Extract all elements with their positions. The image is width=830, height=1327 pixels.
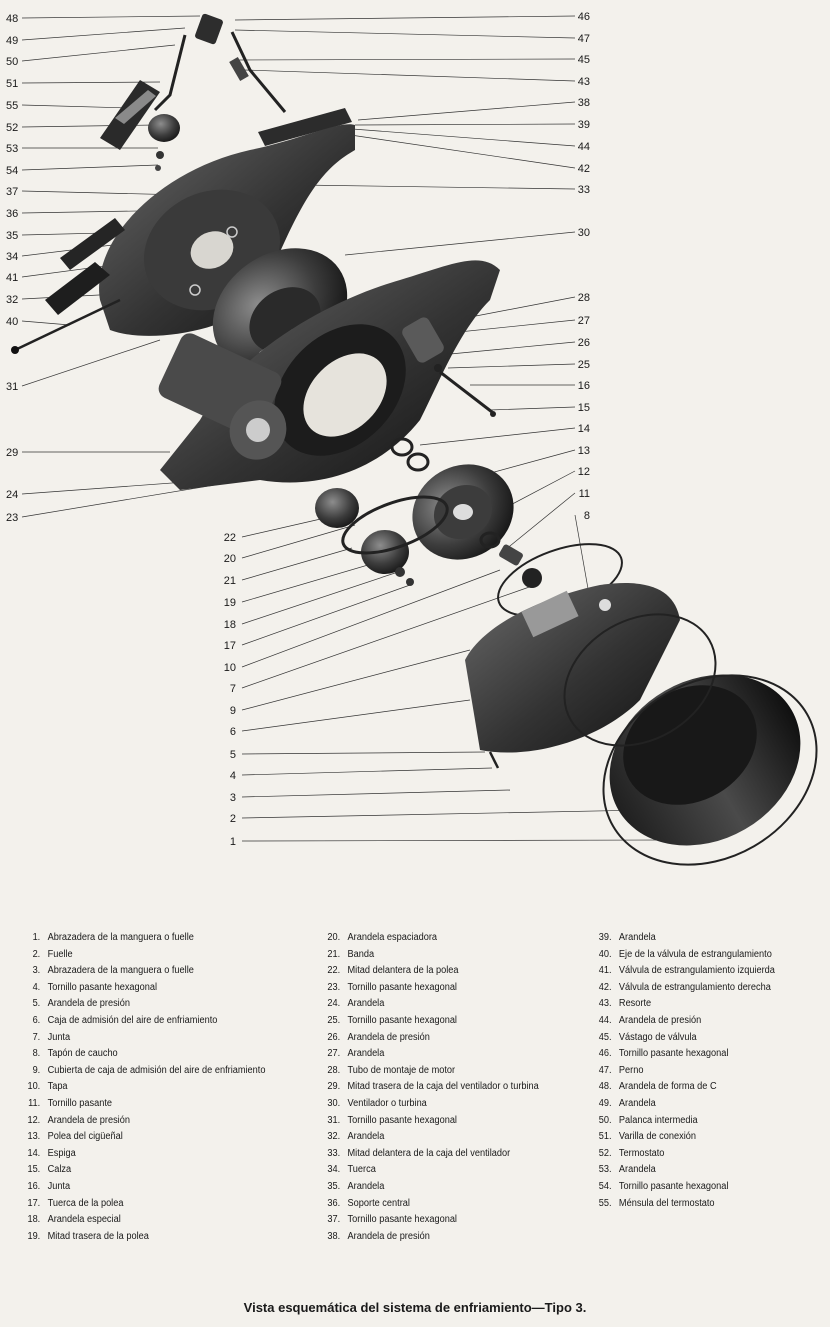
callout-label-34: 34 [6,251,19,263]
leader-line [490,407,575,410]
callout-label-12: 12 [577,466,590,478]
legend-item-text: Calza [47,1164,72,1176]
legend-item [316,980,539,997]
legend-item-text: Mitad trasera de la caja del ventilador o turbina [347,1081,539,1093]
leader-line [22,28,185,40]
legend-item-number: 28. [327,1064,341,1076]
legend-item [588,930,775,947]
callout-label-30: 30 [577,227,590,239]
callout-label-19: 19 [223,597,236,609]
callout-label-47: 47 [577,33,590,45]
legend-item-number: 31. [327,1114,341,1126]
legend-item-number: 53. [598,1164,612,1176]
legend-item-number: 5. [32,998,41,1010]
legend-item [316,1129,539,1146]
legend-item-text: Tornillo pasante hexagonal [347,1214,457,1226]
legend-item-number: 10. [27,1081,41,1093]
legend-item-text: Tubo de montaje de motor [347,1064,456,1076]
legend-item [316,1162,539,1179]
leader-line [235,16,575,20]
callout-label-6: 6 [229,726,236,738]
callout-label-55: 55 [6,100,19,112]
callout-label-22: 22 [223,532,236,544]
legend-item [20,1046,265,1063]
legend-item-number: 54. [598,1180,612,1192]
legend-item-number: 41. [598,965,612,977]
callout-label-27: 27 [577,315,590,327]
callout-label-16: 16 [577,380,590,392]
legend-item-number: 9. [32,1064,41,1076]
callout-label-18: 18 [223,619,236,631]
callout-label-20: 20 [223,553,236,565]
legend-item-number: 22. [327,965,341,977]
legend-item-number: 35. [327,1180,341,1192]
legend-item-number: 18. [27,1214,41,1226]
callout-label-41: 41 [6,272,19,284]
legend-item-text: Arandela [618,1164,656,1176]
legend-item-number: 14. [27,1147,41,1159]
legend-item-number: 1. [32,932,41,943]
legend-item [20,980,265,997]
callout-labels-center [224,532,236,848]
legend-item-number: 2. [32,948,41,960]
legend-item-text: Junta [47,1180,71,1192]
legend-item [316,1146,539,1163]
legend-item [20,1196,265,1213]
callout-label-7: 7 [229,683,236,695]
leader-line [242,585,410,645]
callout-label-33: 33 [577,184,590,196]
callout-label-26: 26 [577,337,590,349]
callout-label-10: 10 [223,662,236,674]
legend-item-text: Perno [618,1064,644,1076]
legend-item-number: 21. [327,948,341,960]
callout-label-8: 8 [583,510,590,522]
legend-item [588,1129,775,1146]
legend-item-text: Termostato [618,1147,665,1159]
callout-label-13: 13 [577,445,590,457]
legend-item-number: 33. [327,1147,341,1159]
leader-line [242,548,352,580]
callout-label-35: 35 [6,230,19,242]
leader-line [22,16,200,18]
callout-label-4: 4 [229,770,236,782]
legend-item [316,1046,539,1063]
screw-parts [490,752,498,768]
callout-label-51: 51 [6,78,19,90]
legend-item [316,1079,539,1096]
leader-line [22,340,160,386]
callout-label-1: 1 [229,836,236,848]
legend-item [316,1212,539,1229]
legend-item-text: Tuerca de la polea [47,1197,124,1209]
callout-label-53: 53 [6,143,19,155]
legend-item-text: Tornillo pasante hexagonal [47,981,158,993]
legend-item-text: Ventilador o turbina [347,1097,427,1109]
legend-item-number: 44. [598,1014,612,1026]
legend-item [316,1179,539,1196]
legend-item-text: Válvula de estrangulamiento izquierda [618,965,775,977]
legend-item-text: Tapa [47,1081,68,1093]
leader-line [242,752,485,754]
callout-label-45: 45 [577,54,590,66]
legend-item-text: Arandela de presión [47,998,130,1010]
callout-label-15: 15 [577,402,590,414]
legend-item-number: 45. [598,1031,612,1043]
callout-labels-right [578,11,590,522]
callout-label-23: 23 [6,512,19,524]
legend-item-text: Arandela espaciadora [347,932,438,943]
legend-item [20,1146,265,1163]
legend-item-text: Resorte [618,998,652,1010]
leader-line [242,810,645,818]
legend-item-text: Espiga [47,1147,76,1159]
legend-item-number: 30. [327,1097,341,1109]
legend-item [20,1129,265,1146]
legend-item [20,1162,265,1179]
legend-item [588,1179,775,1196]
callout-label-42: 42 [577,163,590,175]
legend-item-number: 6. [32,1014,41,1026]
legend-item-number: 43. [598,998,612,1010]
legend-item-text: Tornillo pasante hexagonal [618,1180,729,1192]
legend-item [20,1079,265,1096]
legend-item-number: 24. [327,998,341,1010]
legend-item-text: Caja de admisión del aire de enfriamiento [47,1014,218,1026]
legend-item [316,1196,539,1213]
legend-item-number: 37. [327,1214,341,1226]
legend-item [316,930,539,947]
legend-item [588,963,775,980]
legend-item-text: Palanca intermedia [618,1114,698,1126]
legend-item-number: 27. [327,1048,341,1060]
legend-item [316,947,539,964]
callout-label-36: 36 [6,208,19,220]
legend-item [20,1179,265,1196]
legend-item-text: Arandela [618,1097,656,1109]
legend-item-text: Arandela especial [47,1214,121,1226]
legend-item-number: 17. [27,1197,41,1209]
legend-item-text: Cubierta de caja de admisión del aire de enfriamiento [47,1064,266,1076]
leader-line [242,650,470,710]
leader-line [330,132,575,168]
legend-item-text: Tornillo pasante hexagonal [347,1014,457,1026]
legend-item-text: Arandela [618,932,656,943]
legend-item [316,1229,539,1246]
callout-label-21: 21 [223,575,236,587]
callout-label-39: 39 [577,119,590,131]
callout-label-9: 9 [229,705,236,717]
callout-label-38: 38 [577,97,590,109]
leader-line [22,45,175,61]
leader-line [242,840,665,841]
legend-item-number: 13. [27,1131,41,1143]
legend-item-number: 52. [598,1147,612,1159]
leader-line [448,364,575,368]
callout-label-52: 52 [6,122,19,134]
legend-item-number: 26. [327,1031,341,1043]
callout-label-3: 3 [229,792,236,804]
bolt-parts [434,364,496,417]
legend-item-number: 55. [598,1197,612,1209]
legend-item-number: 8. [32,1048,41,1060]
legend-item [588,1196,775,1213]
callout-labels-left [6,13,18,524]
leader-line [420,428,575,445]
legend-item-text: Tornillo pasante hexagonal [618,1048,729,1060]
legend-item-text: Arandela de presión [47,1114,130,1126]
legend-item [588,996,775,1013]
legend-item-text: Arandela de forma de C [618,1081,717,1093]
legend-item [20,1229,265,1246]
callout-label-43: 43 [577,76,590,88]
legend-item-text: Fuelle [47,948,73,960]
legend-item-text: Junta [47,1031,71,1043]
legend-item-text: Abrazadera de la manguera o fuelle [47,932,194,943]
callout-label-11: 11 [578,488,590,500]
legend-item-text: Arandela de presión [347,1031,430,1043]
legend-item-text: Tuerca [347,1164,376,1176]
legend-item-number: 49. [598,1097,612,1109]
legend-item [20,947,265,964]
legend-item-text: Banda [347,948,375,960]
legend-item-number: 16. [27,1180,41,1192]
leader-line [245,70,575,81]
legend-item-number: 32. [327,1131,341,1143]
parts-legend [20,930,775,1250]
callout-label-2: 2 [229,813,236,825]
callout-label-49: 49 [6,35,19,47]
legend-item-number: 3. [32,965,41,977]
callout-label-46: 46 [577,11,590,23]
legend-item [316,1096,539,1113]
legend-item-text: Varilla de conexión [618,1131,696,1143]
leader-line [242,790,510,797]
legend-item-text: Ménsula del termostato [618,1197,715,1209]
legend-item-number: 47. [598,1064,612,1076]
legend-item-text: Arandela de presión [347,1230,430,1242]
leader-line [22,165,158,170]
thermostat-bracket-part [100,80,160,150]
legend-item-number: 42. [598,981,612,993]
legend-item-text: Polea del cigüeñal [47,1131,123,1143]
legend-item-text: Arandela de presión [618,1014,702,1026]
callout-label-48: 48 [6,13,19,25]
legend-column-2 [316,930,539,1245]
thermostat-part [148,114,180,171]
legend-item-number: 19. [27,1230,41,1242]
leader-line [300,185,575,189]
legend-item-text: Vástago de válvula [618,1031,697,1043]
legend-column-3 [588,930,775,1212]
legend-item-number: 51. [598,1131,612,1143]
leader-line [242,700,470,731]
leader-line [355,124,575,125]
legend-item-text: Soporte central [347,1197,410,1209]
legend-item-number: 36. [327,1197,341,1209]
leader-line [242,525,355,558]
callout-label-17: 17 [223,640,236,652]
callout-label-29: 29 [6,447,19,459]
callout-label-44: 44 [577,141,590,153]
shim-rings-part [392,439,428,470]
callout-label-24: 24 [6,489,19,501]
leader-line [238,59,575,60]
legend-item [20,1096,265,1113]
legend-item [316,1013,539,1030]
legend-item [20,1212,265,1229]
legend-item [588,947,775,964]
legend-item-number: 48. [598,1081,612,1093]
legend-item-number: 46. [598,1048,612,1060]
callout-label-50: 50 [6,56,19,68]
callout-label-37: 37 [6,186,19,198]
callout-label-40: 40 [6,316,19,328]
legend-item-number: 50. [598,1114,612,1126]
callout-label-28: 28 [577,292,590,304]
legend-item [316,1063,539,1080]
legend-item-text: Tornillo pasante hexagonal [347,1114,457,1126]
leader-line [505,493,575,550]
legend-item [316,996,539,1013]
leader-line [242,560,385,602]
leader-line [242,518,325,537]
legend-item-number: 11. [28,1097,41,1109]
callout-label-54: 54 [6,165,19,177]
leader-line [440,342,575,355]
leader-line [242,768,492,775]
legend-item-number: 29. [327,1081,341,1093]
legend-item-number: 15. [27,1164,41,1176]
legend-item-text: Tornillo pasante [47,1097,113,1109]
legend-item [588,980,775,997]
legend-item [588,1162,775,1179]
legend-item [316,1030,539,1047]
legend-item [20,1063,265,1080]
legend-item-text: Válvula de estrangulamiento derecha [618,981,771,993]
legend-item [316,963,539,980]
legend-item-number: 38. [327,1230,341,1242]
leader-line [22,321,70,325]
legend-item [588,1146,775,1163]
legend-item-text: Arandela [347,1048,385,1060]
callout-label-25: 25 [577,359,590,371]
legend-column-1 [20,930,265,1245]
legend-item [20,1030,265,1047]
legend-item-number: 20. [327,932,341,943]
legend-item [20,963,265,980]
figure-caption: Vista esquemática del sistema de enfriamiento—Tipo 3. [243,1300,587,1315]
legend-item-text: Arandela [347,998,385,1010]
legend-item-text: Arandela [347,1131,385,1143]
leader-line [345,232,575,255]
legend-item [20,1113,265,1130]
legend-item-text: Mitad trasera de la polea [47,1230,149,1242]
legend-item-number: 12. [27,1114,41,1126]
legend-item-text: Eje de la válvula de estrangulamiento [618,948,772,960]
legend-item-number: 23. [327,981,341,993]
legend-item [588,1030,775,1047]
legend-item [316,1113,539,1130]
legend-item-text: Tapón de caucho [47,1048,118,1060]
legend-item-text: Abrazadera de la manguera o fuelle [47,965,194,977]
leader-line [575,515,590,600]
legend-item [588,1096,775,1113]
leader-line [235,30,575,38]
legend-item [588,1063,775,1080]
legend-item-number: 39. [598,932,612,943]
leader-line [358,102,575,120]
legend-item-number: 4. [32,981,41,993]
leader-line [22,105,130,108]
legend-item-text: Arandela [347,1180,385,1192]
legend-item [20,930,265,947]
legend-item-text: Tornillo pasante hexagonal [347,981,457,993]
legend-item [588,1113,775,1130]
legend-item [588,1013,775,1030]
legend-item-number: 34. [327,1164,341,1176]
legend-item-number: 25. [327,1014,341,1026]
callout-label-14: 14 [577,423,590,435]
legend-item [20,1013,265,1030]
callout-label-32: 32 [6,294,19,306]
legend-item [588,1079,775,1096]
callout-label-5: 5 [229,749,236,761]
callout-label-31: 31 [6,381,19,393]
legend-item [588,1046,775,1063]
legend-item [20,996,265,1013]
legend-item-text: Mitad delantera de la polea [347,965,459,977]
legend-item-text: Mitad delantera de la caja del ventilador [347,1147,511,1159]
legend-item-number: 7. [32,1031,41,1043]
legend-item-number: 40. [598,948,612,960]
connecting-rod-part [155,13,285,112]
